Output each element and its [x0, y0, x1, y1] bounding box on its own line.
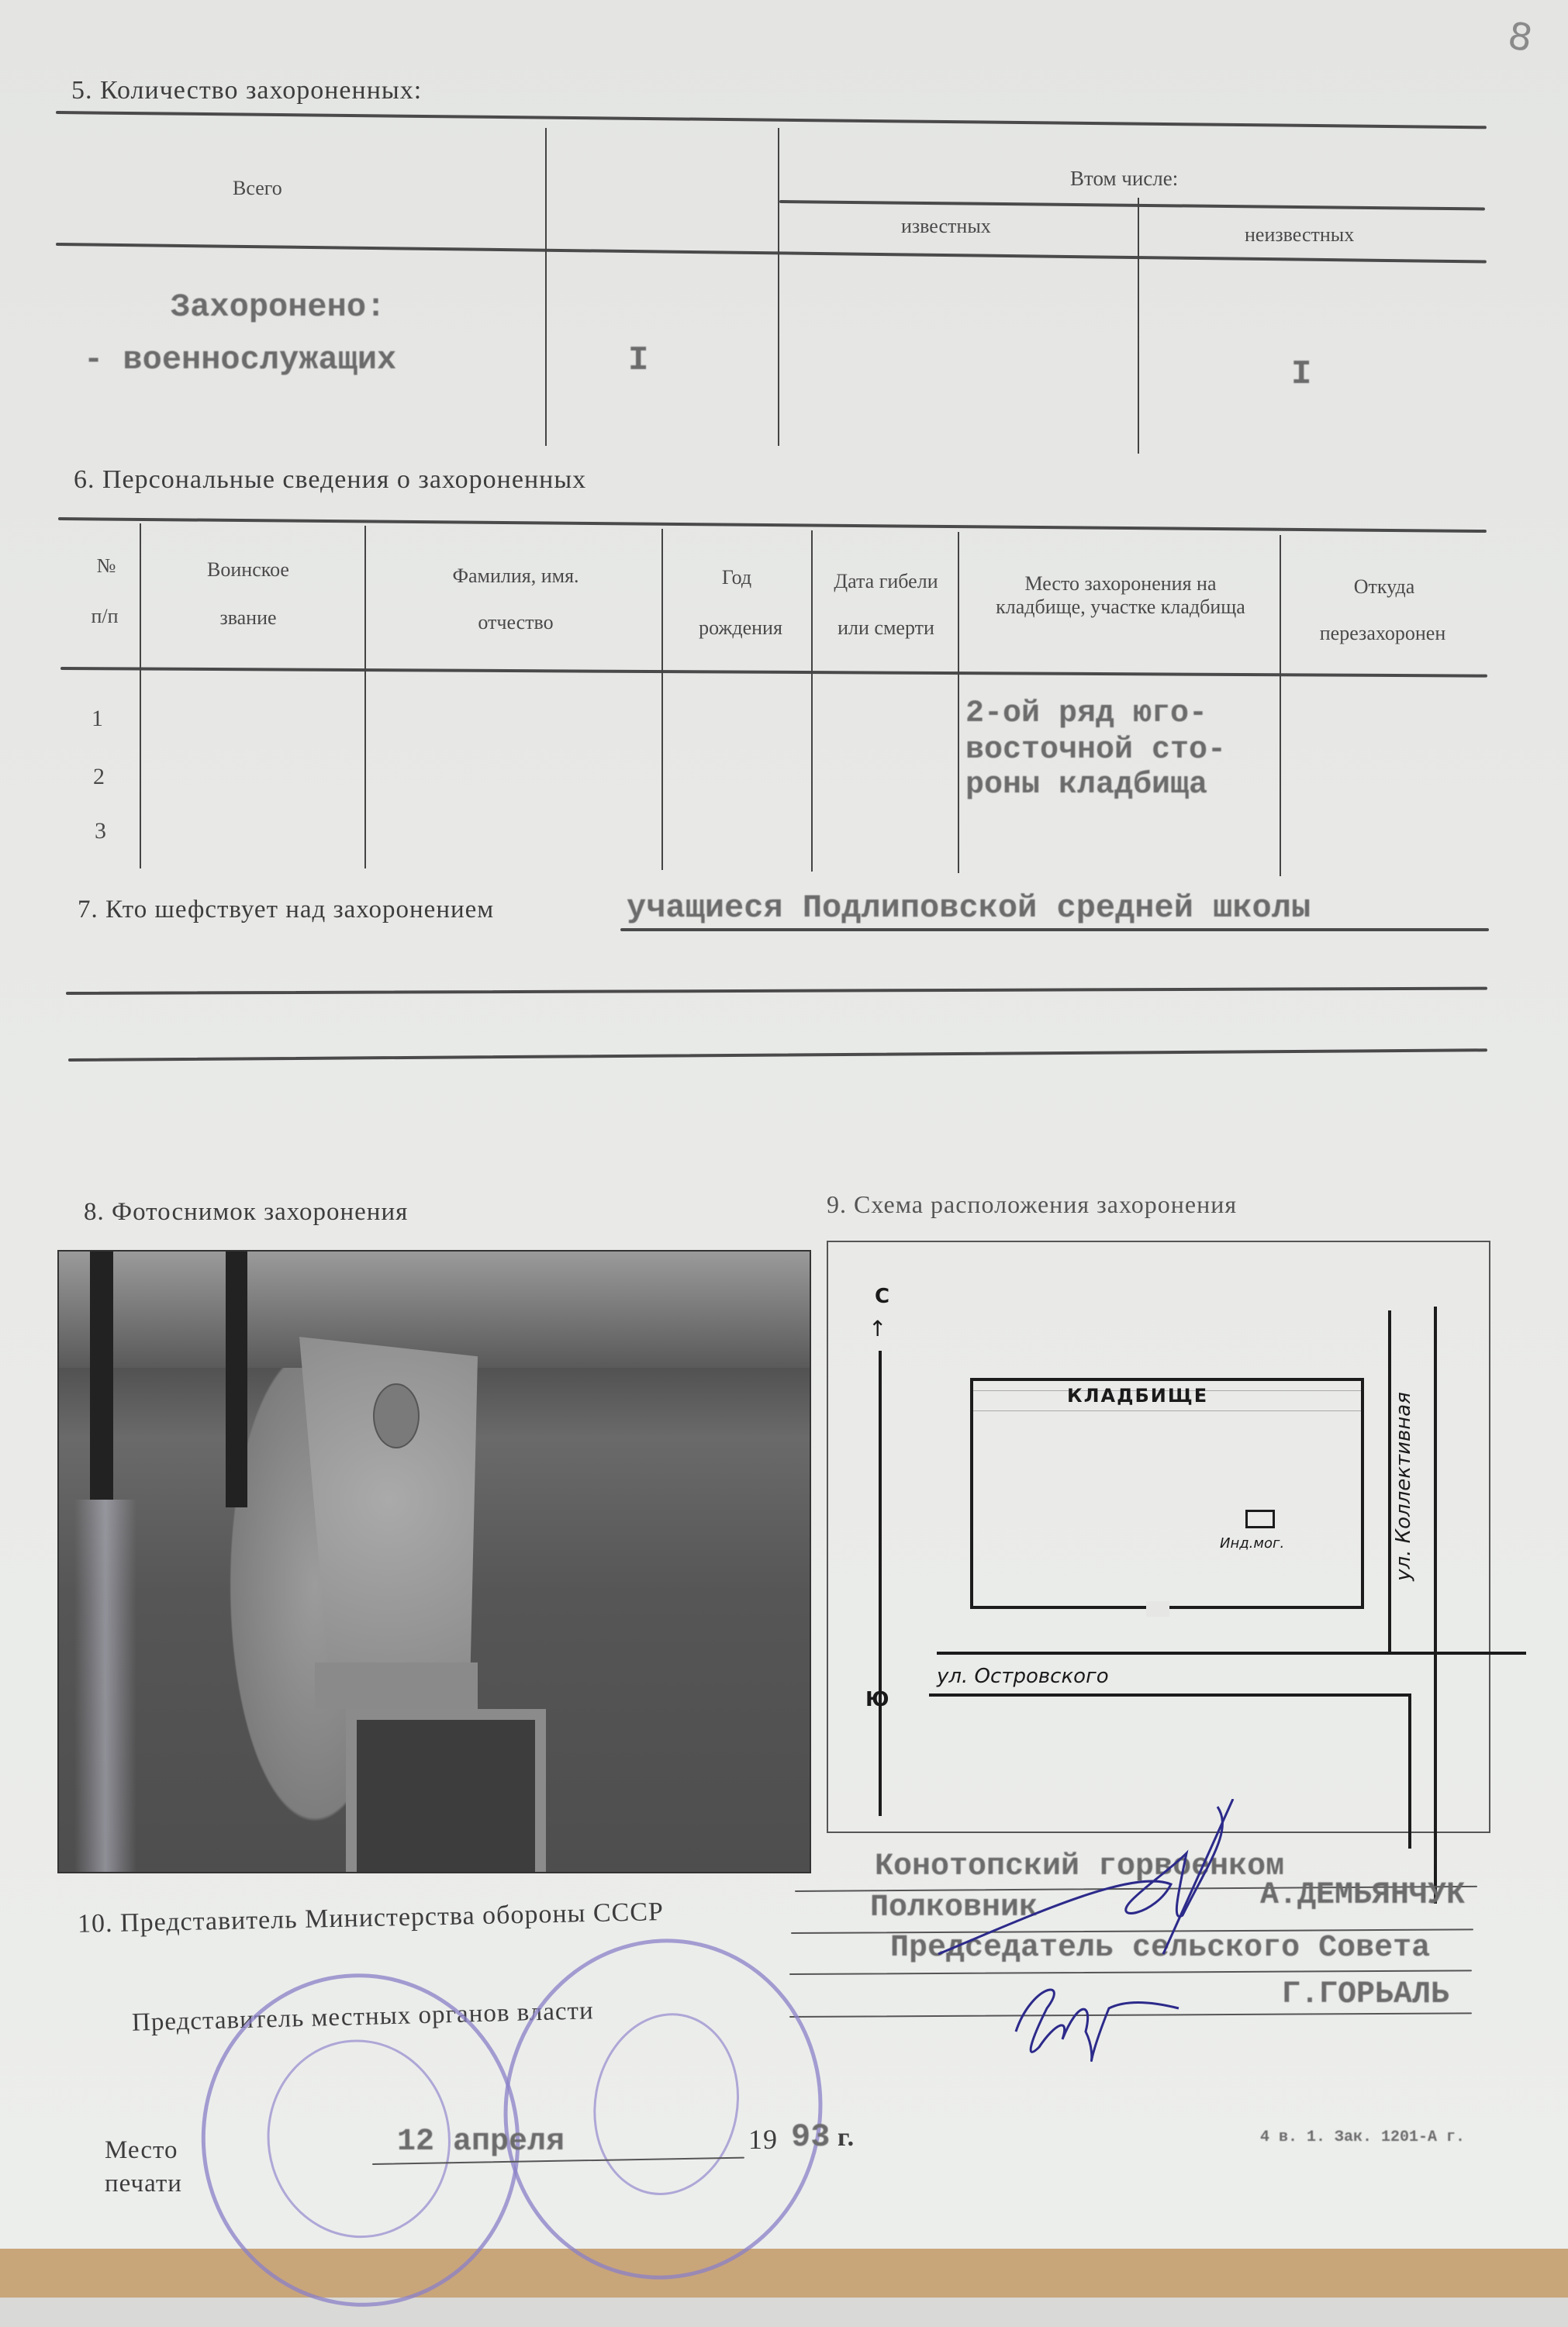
header-known: известных — [901, 215, 991, 237]
table5-col-divider — [1138, 198, 1139, 454]
street-edge — [929, 1693, 1410, 1697]
date-year-prefix: 19 — [748, 2124, 778, 2155]
mod-rank: Полковник — [870, 1890, 1038, 1925]
photo-headstone-base — [315, 1662, 478, 1709]
header-total: Всего — [233, 177, 282, 199]
total-value: I — [628, 341, 649, 380]
col-rank-line2: звание — [219, 606, 277, 629]
unknown-value: I — [1291, 355, 1312, 394]
mod-line1: Конотопский горвоенком — [875, 1849, 1285, 1884]
mod-name: А.ДЕМЬЯНЧУК — [1260, 1878, 1466, 1913]
street-edge — [937, 1652, 1526, 1655]
signature-local — [1000, 1954, 1233, 2094]
col-rank-line1: Воинское — [207, 558, 289, 581]
street-label-ostrovskogo: ул. Островского — [937, 1665, 1109, 1688]
local-line1: Председатель сельского Совета — [890, 1931, 1431, 1966]
photo-grave-border — [346, 1709, 546, 1873]
row-num-1: 1 — [92, 706, 103, 731]
table6-col-divider — [364, 526, 366, 868]
local-name: Г.ГОРЬАЛЬ — [1282, 1977, 1450, 2012]
location-scheme — [827, 1241, 1490, 1833]
date-day: 12 апреля — [397, 2125, 565, 2160]
section7-underline — [620, 928, 1489, 931]
row-num-3: 3 — [95, 818, 106, 844]
col-death-line2: или смерти — [838, 616, 934, 639]
north-label: С — [875, 1285, 890, 1308]
stamp-place-line1: Место — [105, 2136, 178, 2164]
page-number: 8 — [1504, 13, 1536, 61]
north-arrow-shaft — [879, 1351, 882, 1816]
col-name-line1: Фамилия, имя. — [452, 564, 579, 587]
row-label-line2: - военнослужащих — [84, 341, 397, 378]
photo-headstone-portrait — [373, 1383, 420, 1448]
grave-marker — [1245, 1510, 1275, 1528]
mod-representative-label: 10. Представитель Министерства обороны СССР — [77, 1897, 665, 1939]
col-birth-line1: Год — [721, 566, 752, 589]
grave-label: Инд.мог. — [1220, 1535, 1285, 1552]
table6-col-divider — [811, 530, 813, 872]
stamp-place-line2: печати — [105, 2170, 182, 2198]
cemetery-gate — [1146, 1601, 1169, 1617]
table6-col-divider — [661, 529, 663, 870]
street-label-kollektivnaya: ул. Коллективная — [1391, 1392, 1415, 1581]
section6-title: 6. Персональные сведения о захороненных — [74, 465, 587, 494]
background-cardboard — [0, 2249, 1568, 2298]
col-birth-line2: рождения — [699, 616, 782, 639]
table6-col-divider — [958, 532, 959, 873]
section7-label: 7. Кто шефствует над захоронением — [78, 896, 495, 924]
row-num-2: 2 — [93, 764, 105, 789]
cemetery-label: КЛАДБИЩЕ — [1067, 1385, 1209, 1407]
col-num-line1: № — [96, 554, 116, 577]
table6-col-divider — [1280, 535, 1281, 876]
col-num-line2: п/п — [91, 605, 119, 627]
photo-tree — [90, 1252, 113, 1500]
col-place: Место захоронения на кладбище, участке кладбища — [996, 572, 1245, 618]
street-edge — [1388, 1310, 1391, 1652]
print-code: 4 в. 1. Зак. 1201-А г. — [1260, 2128, 1466, 2146]
north-arrow-icon: ↑ — [869, 1316, 887, 1341]
date-g: г. — [838, 2123, 855, 2152]
cemetery-guide-line — [973, 1410, 1361, 1411]
place-line3: роны кладбища — [965, 768, 1208, 803]
header-including: Втом числе: — [1070, 167, 1179, 190]
local-representative-label: Представитель местных органов власти — [131, 1997, 595, 2037]
grave-photo — [57, 1250, 811, 1873]
street-edge — [1408, 1693, 1411, 1849]
patron-value: учащиеся Подлиповской средней школы — [627, 889, 1311, 927]
date-year-suffix: 93 — [791, 2118, 831, 2156]
photo-sky — [59, 1252, 810, 1368]
table5-col-divider — [545, 128, 547, 446]
street-edge — [1434, 1307, 1437, 1904]
table6-col-divider — [140, 523, 141, 868]
section8-title: 8. Фотоснимок захоронения — [84, 1198, 409, 1226]
cemetery-outline — [970, 1378, 1364, 1609]
south-label: Ю — [865, 1688, 889, 1711]
photo-light-flare — [74, 1500, 136, 1872]
row-label-line1: Захоронено: — [171, 288, 386, 326]
col-name-line2: отчество — [478, 611, 554, 634]
photo-tree — [226, 1252, 247, 1507]
section9-title: 9. Схема расположения захоронения — [827, 1190, 1238, 1218]
col-origin-line1: Откуда — [1353, 575, 1415, 598]
stamp-inner-ring — [579, 2001, 753, 2207]
section5-title: 5. Количество захороненных: — [71, 76, 423, 105]
table5-col-divider — [778, 128, 779, 446]
place-line1: 2-ой ряд юго- — [965, 696, 1208, 731]
col-origin-line2: перезахоронен — [1319, 622, 1446, 644]
header-unknown: неизвестных — [1245, 223, 1355, 246]
place-line2: восточной сто- — [965, 733, 1227, 768]
col-death-line1: Дата гибели — [834, 570, 938, 592]
